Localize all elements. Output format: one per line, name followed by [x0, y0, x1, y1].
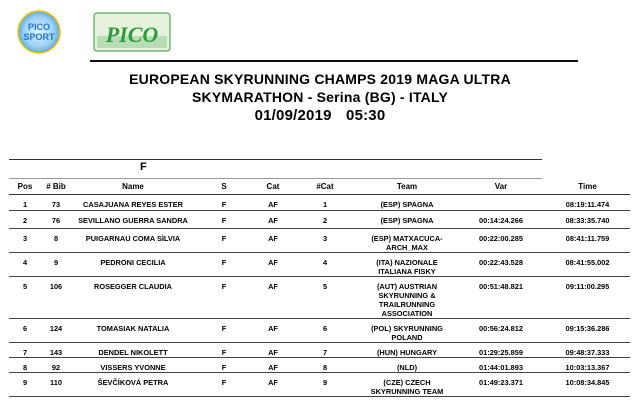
cell-pos: 1 — [9, 195, 41, 211]
results-table — [9, 178, 630, 397]
cell-bib: 9 — [41, 253, 71, 277]
cell-bib: 8 — [41, 229, 71, 253]
cell-bib: 106 — [41, 277, 71, 319]
cell-athlete-name: ŠEVČÍKOVÁ PETRA — [71, 373, 195, 397]
cell-category-pos: 8 — [293, 358, 357, 373]
cell-gap: 00:56:24.812 — [457, 319, 545, 343]
cell-pos: 3 — [9, 229, 41, 253]
table-row — [9, 253, 630, 277]
race-time: 05:30 — [346, 107, 386, 124]
cell-bib: 124 — [41, 319, 71, 343]
cell-bib: 73 — [41, 195, 71, 211]
cell-category: AF — [253, 319, 293, 343]
cell-pos: 9 — [9, 373, 41, 397]
cell-finish-time: 09:48:37.333 — [545, 343, 630, 358]
cell-sex: F — [195, 277, 253, 319]
title-line-2: SKYMARATHON - Serina (BG) - ITALY — [191, 89, 449, 105]
pico-sport-logo — [17, 10, 61, 54]
cell-gap: 01:44:01.893 — [457, 358, 545, 373]
col-cat: Cat — [253, 178, 293, 195]
cell-gap: 00:22:43.528 — [457, 253, 545, 277]
cell-gap: 01:49:23.371 — [457, 373, 545, 397]
cell-gap: 00:22:00.285 — [457, 229, 545, 253]
cell-sex: F — [195, 373, 253, 397]
cell-category-pos: 5 — [293, 277, 357, 319]
cell-category-pos: 1 — [293, 195, 357, 211]
cell-bib: 76 — [41, 211, 71, 229]
cell-athlete-name: SEVILLANO GUERRA SANDRA — [71, 211, 195, 229]
cell-pos: 6 — [9, 319, 41, 343]
cell-gap: 00:14:24.266 — [457, 211, 545, 229]
cell-athlete-name: ROSEGGER CLAUDIA — [71, 277, 195, 319]
cell-sex: F — [195, 343, 253, 358]
cell-team: (POL) SKYRUNNING POLAND — [357, 319, 457, 343]
table-row — [9, 277, 630, 319]
table-header-row — [9, 178, 630, 195]
cell-bib: 92 — [41, 358, 71, 373]
logo-line-2: SPORT — [23, 32, 55, 42]
race-date: 01/09/2019 — [254, 107, 332, 124]
cell-team: (CZE) CZECH SKYRUNNING TEAM — [357, 373, 457, 397]
cell-category-pos: 2 — [293, 211, 357, 229]
cell-pos: 7 — [9, 343, 41, 358]
cell-gap: 01:29:25.859 — [457, 343, 545, 358]
cell-finish-time: 10:03:13.367 — [545, 358, 630, 373]
gender-group-header — [9, 159, 542, 179]
col-name: Name — [71, 178, 195, 195]
cell-finish-time: 09:15:36.286 — [545, 319, 630, 343]
cell-athlete-name: PUIGARNAU COMA SÌLVIA — [71, 229, 195, 253]
logo-text: PICO — [105, 22, 159, 47]
gender-label: F — [140, 161, 147, 173]
cell-sex: F — [195, 211, 253, 229]
cell-category-pos: 4 — [293, 253, 357, 277]
cell-category-pos: 3 — [293, 229, 357, 253]
cell-finish-time: 08:41:11.759 — [545, 229, 630, 253]
cell-category: AF — [253, 211, 293, 229]
cell-sex: F — [195, 229, 253, 253]
cell-athlete-name: VISSERS YVONNE — [71, 358, 195, 373]
cell-finish-time: 08:33:35.740 — [545, 211, 630, 229]
cell-sex: F — [195, 319, 253, 343]
cell-category-pos: 9 — [293, 373, 357, 397]
cell-category: AF — [253, 373, 293, 397]
cell-pos: 4 — [9, 253, 41, 277]
cell-category-pos: 7 — [293, 343, 357, 358]
cell-sex: F — [195, 358, 253, 373]
cell-athlete-name: TOMASIAK NATALIA — [71, 319, 195, 343]
cell-team: (ESP) SPAGNA — [357, 211, 457, 229]
logo-line-1: PICO — [27, 22, 51, 32]
cell-pos: 2 — [9, 211, 41, 229]
cell-team: (ESP) MATXACUCA-ARCH_MAX — [357, 229, 457, 253]
col-sex: S — [195, 178, 253, 195]
table-row — [9, 343, 630, 358]
pico-logo — [93, 12, 171, 52]
cell-pos: 5 — [9, 277, 41, 319]
cell-gap — [457, 195, 545, 211]
cell-pos: 8 — [9, 358, 41, 373]
cell-athlete-name: CASAJUANA REYES ESTER — [71, 195, 195, 211]
table-row — [9, 373, 630, 397]
cell-athlete-name: DENDEL NIKOLETT — [71, 343, 195, 358]
cell-team: (NLD) — [357, 358, 457, 373]
table-row — [9, 195, 630, 211]
cell-category: AF — [253, 253, 293, 277]
cell-category: AF — [253, 277, 293, 319]
col-var: Var — [457, 178, 545, 195]
cell-bib: 110 — [41, 373, 71, 397]
cell-finish-time: 08:19:11.474 — [545, 195, 630, 211]
cell-category-pos: 6 — [293, 319, 357, 343]
col-pos: Pos — [9, 178, 41, 195]
cell-sex: F — [195, 253, 253, 277]
title-line-1: EUROPEAN SKYRUNNING CHAMPS 2019 MAGA ULTRA — [129, 71, 511, 87]
table-row — [9, 229, 630, 253]
col-time: Time — [545, 178, 630, 195]
col-cat-pos: #Cat — [293, 178, 357, 195]
cell-finish-time: 08:41:55.002 — [545, 253, 630, 277]
cell-team: (ITA) NAZIONALE ITALIANA FISKY — [357, 253, 457, 277]
cell-bib: 143 — [41, 343, 71, 358]
cell-team: (HUN) HUNGARY — [357, 343, 457, 358]
table-row — [9, 319, 630, 343]
table-row — [9, 211, 630, 229]
cell-finish-time: 09:11:00.295 — [545, 277, 630, 319]
cell-finish-time: 10:08:34.845 — [545, 373, 630, 397]
cell-category: AF — [253, 195, 293, 211]
cell-team: (AUT) AUSTRIAN SKYRUNNING & TRAILRUNNING ASSOCIATION — [357, 277, 457, 319]
cell-category: AF — [253, 343, 293, 358]
cell-gap: 00:51:48.821 — [457, 277, 545, 319]
table-row — [9, 358, 630, 373]
cell-category: AF — [253, 358, 293, 373]
col-team: Team — [357, 178, 457, 195]
date-time — [0, 107, 640, 124]
cell-sex: F — [195, 195, 253, 211]
cell-athlete-name: PEDRONI CECILIA — [71, 253, 195, 277]
cell-category: AF — [253, 229, 293, 253]
cell-team: (ESP) SPAGNA — [357, 195, 457, 211]
header-rule — [90, 60, 578, 62]
col-bib: # Bib — [41, 178, 71, 195]
